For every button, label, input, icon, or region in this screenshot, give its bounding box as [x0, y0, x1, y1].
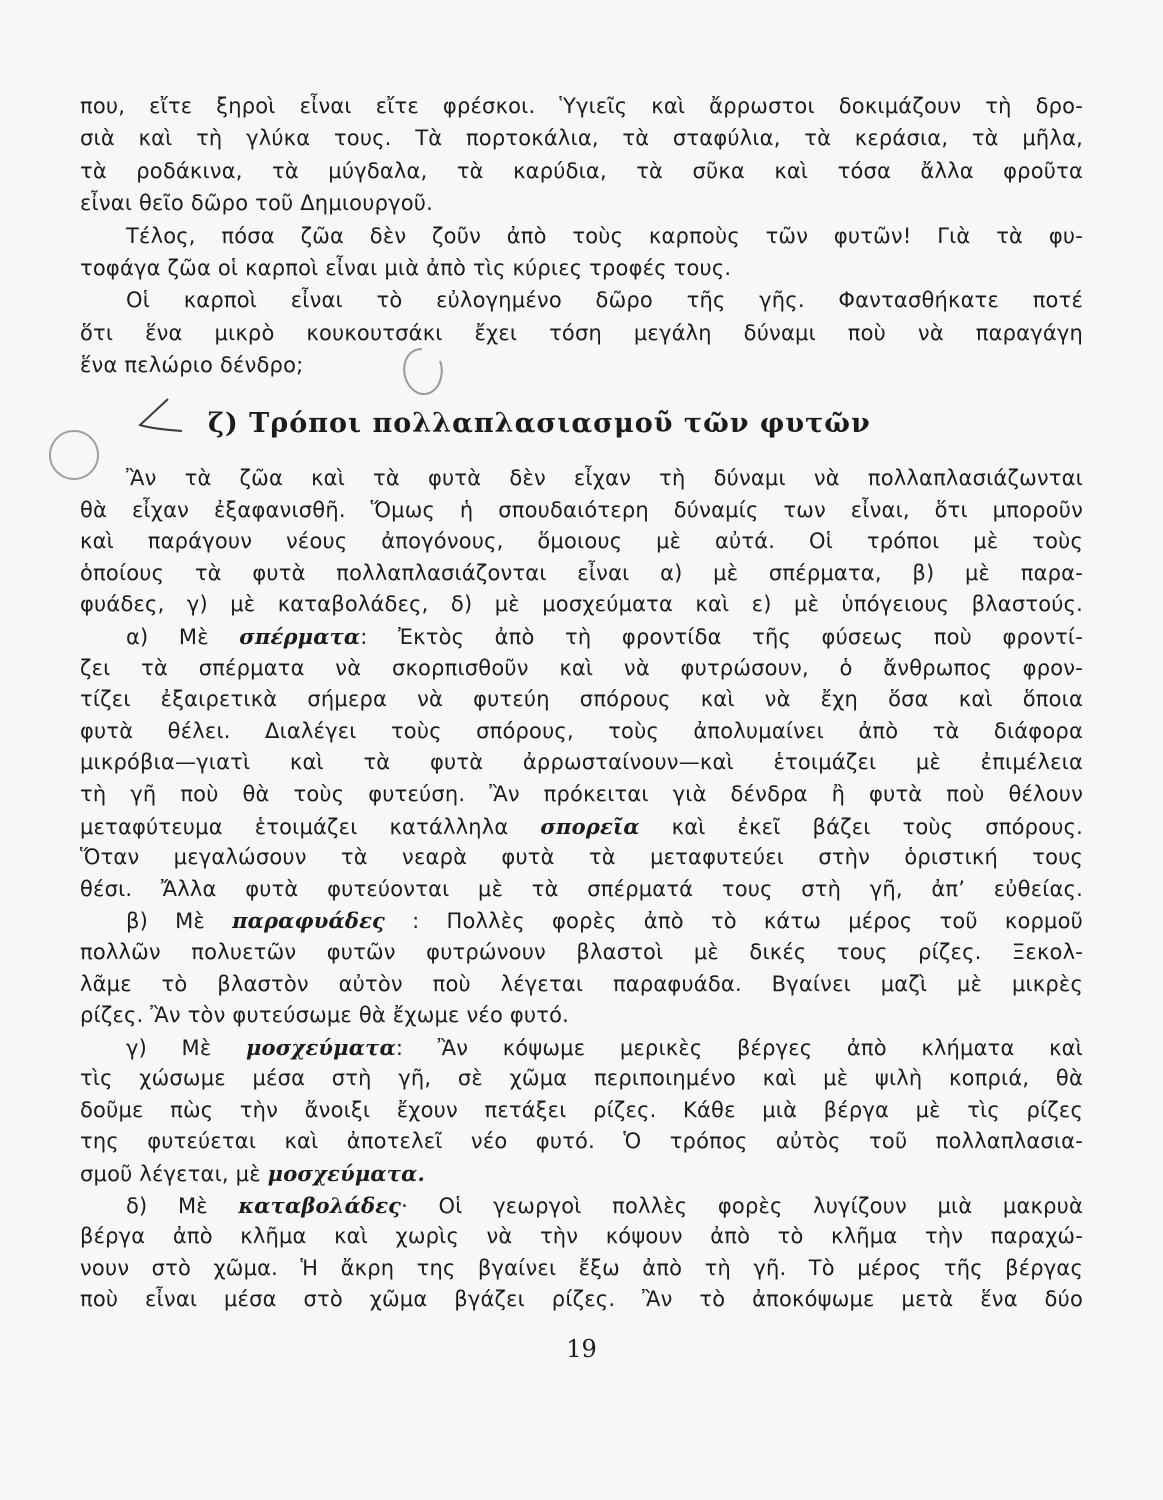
paragraph-line: σιὰ καὶ τὴ γλύκα τους. Τὰ πορτοκάλια, τὰ σταφύλια, τὰ κεράσια, τὰ μῆλα, — [80, 126, 1083, 151]
paragraph-line: της φυτεύεται καὶ ἀποτελεῖ νέο φυτό. Ὁ τρόπος αὐτὸς τοῦ πολλαπλασια- — [80, 1129, 1083, 1154]
paragraph-line: πολλῶν πολυετῶν φυτῶν φυτρώνουν βλαστοὶ μὲ δικές τους ρίζες. Ξεκολ- — [80, 939, 1083, 964]
paragraph-line — [80, 1158, 1083, 1190]
section-body — [80, 463, 1083, 1316]
item-text: καὶ ἐκεῖ βάζει τοὺς σπόρους. — [639, 814, 1083, 839]
term-seeds: σπέρματα — [239, 623, 361, 649]
term-cuttings: μοσχεύματα — [245, 1034, 396, 1060]
paragraph-line: Τέλος, πόσα ζῶα δὲν ζοῦν ἀπὸ τοὺς καρποὺς τῶν φυτῶν! Γιὰ τὰ φυ- — [126, 223, 1083, 248]
paragraph-line: νουν στὸ χῶμα. Ἡ ἄκρη της βγαίνει ἔξω ἀπὸ τὴ γῆ. Τὸ μέρος τῆς βέργας — [80, 1255, 1083, 1280]
paragraph-line: τοφάγα ζῶα οἱ καρποὶ εἶναι μιὰ ἀπὸ τὶς κύριες τροφές τους. — [80, 255, 732, 280]
item-prefix: δ) Μὲ — [126, 1193, 239, 1218]
paragraph-line: ζει τὰ σπέρματα νὰ σκορπισθοῦν καὶ νὰ φυτρώσουν, ὁ ἄνθρωπος φρον- — [80, 655, 1083, 680]
item-text: : Ἐκτὸς ἀπὸ τὴ φροντίδα τῆς φύσεως ποὺ φροντί- — [360, 624, 1083, 649]
paragraph-line: καὶ παράγουν νέους ἀπογόνους, ὅμοιους μὲ αὐτά. Οἱ τρόποι μὲ τοὺς — [80, 529, 1083, 554]
section-heading: ζ) Τρόποι πολλαπλασιασμοῦ τῶν φυτῶν — [208, 408, 871, 439]
paragraph-line: Ὅταν μεγαλώσουν τὰ νεαρὰ φυτὰ τὰ μεταφυτεύει στὴν ὁριστική τους — [80, 845, 1083, 870]
paragraph-line: ἕνα πελώριο δένδρο; — [80, 353, 304, 378]
item-text: : Πολλὲς φορὲς ἀπὸ τὸ κάτω μέρος τοῦ κορμοῦ — [385, 909, 1083, 934]
item-text: · Οἱ γεωργοὶ πολλὲς φορὲς λυγίζουν μιὰ μακρυὰ — [401, 1193, 1083, 1218]
item-text: : Ἂν κόψωμε μερικὲς βέργες ἀπὸ κλήματα καὶ — [395, 1035, 1083, 1060]
term-layering: καταβολάδες — [238, 1192, 402, 1218]
paragraph-line — [80, 811, 1083, 843]
paragraph-line: τίζει ἐξαιρετικὰ σήμερα νὰ φυτεύη σπόρους καὶ νὰ ἔχη ὅσα καὶ ὅποια — [80, 687, 1083, 712]
item-text: σμοῦ λέγεται, μὲ — [80, 1162, 268, 1187]
paragraph-line — [80, 1032, 1083, 1064]
item-prefix: α) Μὲ — [126, 624, 240, 649]
paragraph-line: ὅτι ἕνα μικρὸ κουκουτσάκι ἔχει τόση μεγάλη δύναμι ποὺ νὰ παραγάγη — [80, 320, 1083, 345]
paragraph-line: δοῦμε πὼς τὴν ἄνοιξι ἔχουν πετάξει ρίζες. Κάθε μιὰ βέργα μὲ τὶς ρίζες — [80, 1097, 1083, 1122]
paragraph-line: τὶς χώσωμε μέσα στὴ γῆ, σὲ χῶμα περιποιημένο καὶ μὲ ψιλὴ κοπριά, θὰ — [80, 1066, 1083, 1091]
paragraph-line — [80, 905, 1083, 937]
item-text: μεταφύτευμα ἑτοιμάζει κατάλληλα — [80, 814, 541, 839]
paragraph-line: λᾶμε τὸ βλαστὸν αὐτὸν ποὺ λέγεται παραφυάδα. Βγαίνει μαζὶ μὲ μικρὲς — [80, 971, 1083, 996]
paragraph-line: ρίζες. Ἂν τὸν φυτεύσωμε θὰ ἔχωμε νέο φυτό. — [80, 1003, 570, 1028]
paragraph-line: τὰ ροδάκινα, τὰ μύγδαλα, τὰ καρύδια, τὰ σῦκα καὶ τόσα ἄλλα φροῦτα — [80, 158, 1083, 183]
paragraph-line: Οἱ καρποὶ εἶναι τὸ εὐλογημένο δῶρο τῆς γῆς. Φαντασθήκατε ποτέ — [126, 288, 1083, 313]
paragraph-line: φυτὰ θέλει. Διαλέγει τοὺς σπόρους, τοὺς ἀπολυμαίνει ἀπὸ τὰ διάφορα — [80, 718, 1083, 743]
paragraph-line: τὴ γῆ ποὺ θὰ τοὺς φυτεύση. Ἂν πρόκειται γιὰ δένδρα ἢ φυτὰ ποὺ θέλουν — [80, 781, 1083, 806]
term-cuttings-end: μοσχεύματα. — [267, 1161, 425, 1187]
term-suckers: παραφυάδες — [232, 908, 386, 934]
paragraph-line: Ἂν τὰ ζῶα καὶ τὰ φυτὰ δὲν εἶχαν τὴ δύναμι νὰ πολλαπλασιάζωνται — [126, 466, 1083, 490]
paragraph-line: θὰ εἶχαν ἐξαφανισθῆ. Ὅμως ἡ σπουδαιότερη δύναμίς των εἶναι, ὅτι μποροῦν — [80, 497, 1083, 522]
paragraph-line: μικρόβια—γιατὶ καὶ τὰ φυτὰ ἀρρωσταίνουν—καὶ ἑτοιμάζει μὲ ἐπιμέλεια — [80, 750, 1083, 775]
paragraph-line: ὁποίους τὰ φυτὰ πολλαπλασιάζονται εἶναι α) μὲ σπέρματα, β) μὲ παρα- — [80, 560, 1083, 585]
paragraph-line: βέργα ἀπὸ κλῆμα καὶ χωρὶς νὰ τὴν κόψουν ἀπὸ τὸ κλῆμα τὴν παραχώ- — [80, 1224, 1083, 1249]
intro-paragraphs — [80, 90, 1083, 382]
paragraph-line: ποὺ εἶναι μέσα στὸ χῶμα βγάζει ρίζες. Ἂν τὸ ἀποκόψωμε μετὰ ἕνα δύο — [80, 1287, 1083, 1312]
page-number: 19 — [566, 1335, 597, 1363]
paragraph-line: που, εἴτε ξηροὶ εἶναι εἴτε φρέσκοι. Ὑγιεῖς καὶ ἄρρωστοι δοκιμάζουν τὴ δρο- — [80, 94, 1083, 118]
paragraph-line: εἶναι θεῖο δῶρο τοῦ Δημιουργοῦ. — [80, 191, 434, 216]
paragraph-line — [80, 1190, 1083, 1222]
item-prefix: β) Μὲ — [126, 909, 233, 934]
paragraph-line: θέσι. Ἄλλα φυτὰ φυτεύονται μὲ τὰ σπέρματά τους στὴ γῆ, ἀπ’ εὐθείας. — [80, 876, 1083, 901]
paragraph-line — [80, 621, 1083, 653]
term-seedbeds: σπορεῖα — [540, 813, 640, 839]
handwritten-check-mark — [118, 395, 188, 440]
paragraph-line: φυάδες, γ) μὲ καταβολάδες, δ) μὲ μοσχεύματα καὶ ε) μὲ ὑπόγειους βλαστούς. — [80, 592, 1083, 617]
item-prefix: γ) Μὲ — [126, 1035, 246, 1060]
